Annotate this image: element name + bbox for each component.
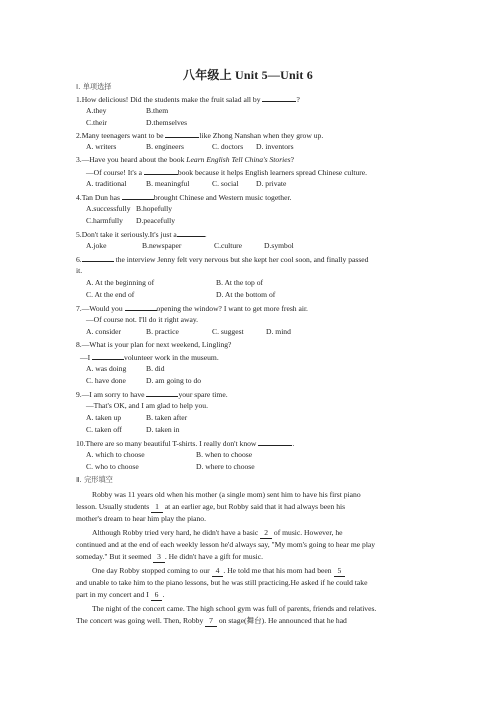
cloze-blank-5: 5	[334, 566, 346, 577]
question-3-stem: 3.—Have you heard about the book Learn English Tell China's Stories?	[76, 155, 294, 164]
question-3-line2: —Of course! It's a book because it helps English learners spread Chinese culture.	[86, 168, 368, 177]
question-9-line2: —That's OK, and I am glad to help you.	[86, 401, 209, 410]
answer-blank	[146, 389, 178, 397]
option-d: D. inventors	[256, 142, 294, 151]
cloze-blank-3: 3	[153, 552, 165, 563]
passage-line: and unable to take him to the piano lessons, but he was still practicing.He asked if he could take	[76, 578, 368, 587]
option-c: C. At the end of	[86, 290, 135, 299]
option-c: C. who to choose	[86, 462, 139, 471]
passage-line: part in my concert and I 6 .	[76, 590, 165, 599]
question-7-stem: 7.—Would you opening the window? I want to get more fresh air.	[76, 304, 308, 313]
option-b: B.newspaper	[142, 241, 182, 250]
option-a: A.they	[86, 106, 107, 115]
option-c: C.harmfully	[86, 216, 123, 225]
passage-line: One day Robby stopped coming to our 4 . He told me that his mom had been 5	[92, 566, 345, 577]
option-c: C.culture	[214, 241, 243, 250]
option-a: A. was doing	[86, 364, 127, 373]
section-heading-cloze: Ⅱ. 完形填空	[76, 475, 113, 484]
option-a: A. which to choose	[86, 450, 145, 459]
option-c: C.their	[86, 118, 107, 127]
option-c: C. suggest	[212, 327, 244, 336]
option-d: D. private	[256, 179, 287, 188]
option-d: D. taken in	[146, 425, 180, 434]
question-1-stem: 1.How delicious! Did the students make the fruit salad all by ?	[76, 95, 300, 104]
option-c: C. social	[212, 179, 239, 188]
answer-blank	[258, 438, 292, 446]
question-4-stem: 4.Tan Dun has brought Chinese and Western music together.	[76, 193, 292, 202]
option-a: A. writers	[86, 142, 117, 151]
option-a: A. taken up	[86, 413, 122, 422]
passage-line: Although Robby tried very hard, he didn't have a basic 2 of music. However, he	[92, 528, 343, 537]
option-b: B. did	[146, 364, 165, 373]
answer-blank	[262, 94, 296, 102]
option-d: D.themselves	[146, 118, 188, 127]
option-b: B. when to choose	[196, 450, 253, 459]
cloze-blank-1: 1	[151, 502, 163, 513]
option-c: C. doctors	[212, 142, 244, 151]
cloze-blank-6: 6	[151, 590, 163, 601]
answer-blank	[177, 229, 205, 237]
option-b: B.them	[146, 106, 169, 115]
answer-blank	[92, 352, 124, 360]
option-b: B. taken after	[146, 413, 188, 422]
question-2-stem: 2.Many teenagers want to be like Zhong Nanshan when they grow up.	[76, 131, 324, 140]
passage-line: The night of the concert came. The high school gym was full of parents, friends and relatives.	[92, 604, 377, 613]
option-b: B. meaningful	[146, 179, 190, 188]
question-6-stem-cont: it.	[76, 266, 83, 275]
option-d: D. where to choose	[196, 462, 255, 471]
option-b: B. practice	[146, 327, 179, 336]
option-c: C. have done	[86, 376, 126, 385]
question-7-line2: —Of course not. I'll do it right away.	[86, 315, 199, 324]
option-a: A.joke	[86, 241, 107, 250]
passage-line: Robby was 11 years old when his mother (a single mom) sent him to have his first piano	[92, 490, 361, 499]
question-10-stem: 10.There are so many beautiful T-shirts. I really don't know .	[76, 439, 295, 448]
option-d: D. mind	[266, 327, 291, 336]
option-c: C. taken off	[86, 425, 122, 434]
question-8-stem: 8.—What is your plan for next weekend, Lingling?	[76, 340, 232, 349]
cloze-blank-2: 2	[260, 528, 272, 539]
passage-line: lesson. Usually students 1 at an earlier age, but Robby said that it had always been his	[76, 502, 346, 511]
option-d: D.symbol	[264, 241, 294, 250]
passage-line: someday." But it seemed 3 . He didn't have a gift for music.	[76, 552, 264, 561]
option-d: D. At the bottom of	[216, 290, 276, 299]
option-a: A. traditional	[86, 179, 127, 188]
section-heading-single-choice: Ⅰ. 单项选择	[76, 82, 112, 91]
passage-line: mother's dream to hear him play the piano.	[76, 514, 207, 523]
option-b: B. At the top of	[216, 278, 264, 287]
answer-blank	[144, 167, 178, 175]
answer-blank	[82, 254, 114, 262]
question-9-stem: 9.—I am sorry to have your spare time.	[76, 390, 228, 399]
option-d: D. am going to do	[146, 376, 202, 385]
question-8-line2: —I volunteer work in the museum.	[80, 353, 219, 362]
question-6-stem: 6. the interview Jenny felt very nervous but she kept her cool soon, and finally passed	[76, 255, 369, 264]
passage-line: continued and at the end of each weekly lesson he'd always say, "My mom's going to hear me play	[76, 540, 376, 549]
page-title: 八年级上 Unit 5—Unit 6	[183, 68, 313, 82]
option-b: B.hopefully	[136, 204, 173, 213]
question-5-stem: 5.Don't take it seriously.It's just a .	[76, 230, 207, 239]
option-a: A. At the beginning of	[86, 278, 155, 287]
cloze-blank-4: 4	[212, 566, 224, 577]
answer-blank	[125, 303, 157, 311]
option-a: A. consider	[86, 327, 122, 336]
passage-line: The concert was going well. Then, Robby 7 on stage(舞台). He announced that he had	[76, 616, 347, 625]
option-b: B. engineers	[146, 142, 184, 151]
option-d: D.peacefully	[136, 216, 176, 225]
option-a: A.successfully	[86, 204, 131, 213]
answer-blank	[122, 192, 154, 200]
answer-blank	[165, 130, 199, 138]
cloze-blank-7: 7	[205, 616, 217, 627]
